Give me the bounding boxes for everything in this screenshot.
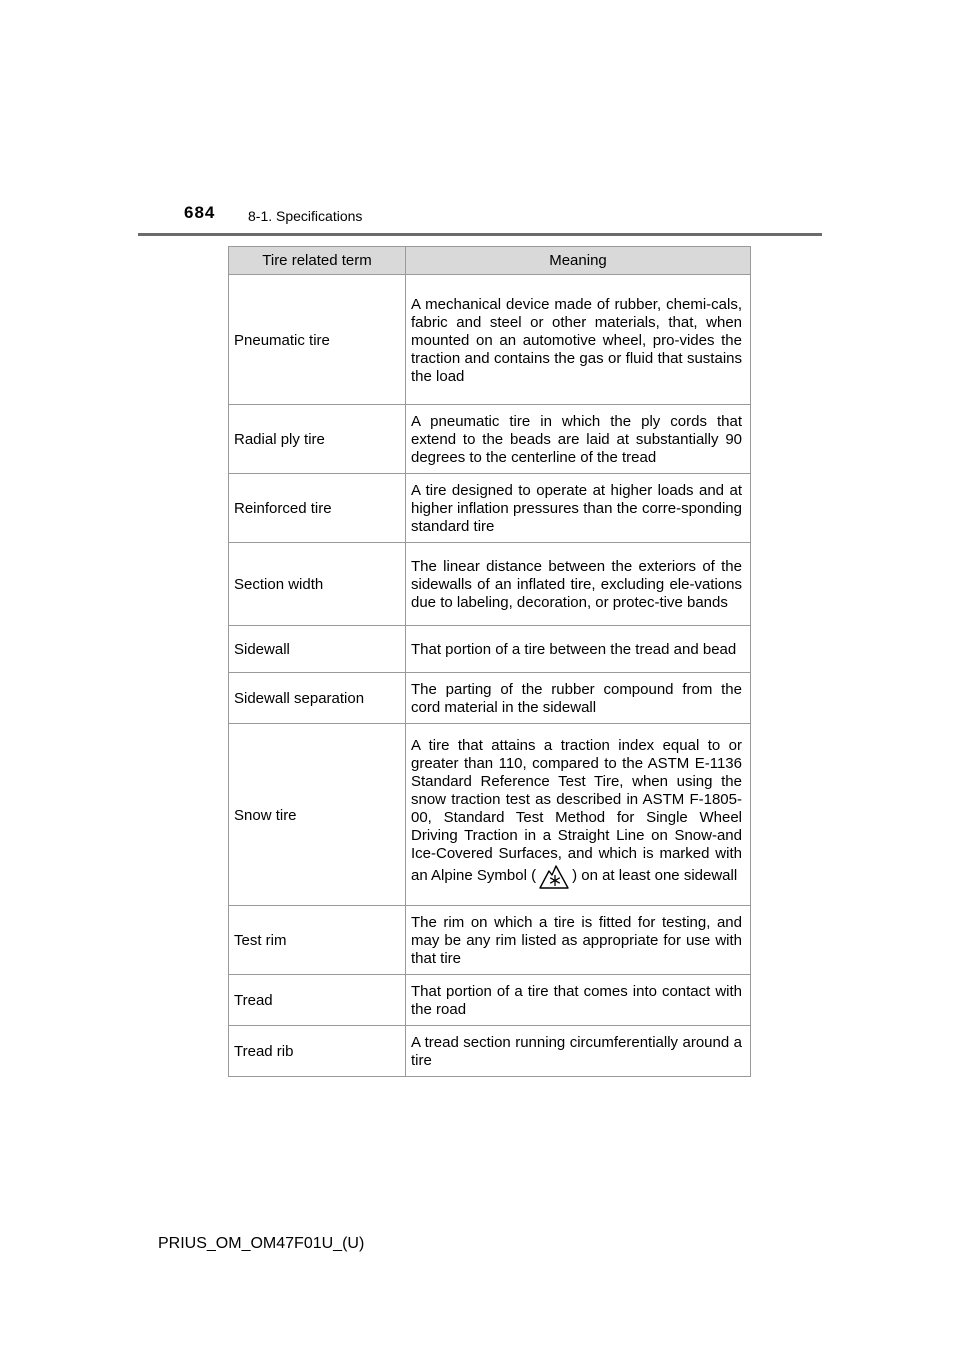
table-row: [229, 724, 751, 906]
section-title: 8-1. Specifications: [248, 208, 363, 224]
alpine-snowflake-icon: [539, 863, 569, 894]
header-divider: [138, 233, 822, 236]
meaning-cell: A tire designed to operate at higher loads and at higher inflation pressures than the corre-sponding standard tire: [406, 474, 751, 543]
term-cell: Tread rib: [229, 1026, 406, 1077]
table-row: [229, 405, 751, 474]
meaning-cell: A pneumatic tire in which the ply cords that extend to the beads are laid at substantially 90 degrees to the centerline of the tread: [406, 405, 751, 474]
term-cell: Tread: [229, 975, 406, 1026]
term-cell: Pneumatic tire: [229, 275, 406, 405]
table-row: [229, 474, 751, 543]
table-row: [229, 626, 751, 673]
meaning-cell: That portion of a tire between the tread and bead: [406, 626, 751, 673]
table-row: [229, 543, 751, 626]
table-row: [229, 1026, 751, 1077]
term-cell: Sidewall separation: [229, 673, 406, 724]
snow-tire-meaning-text: A tire that attains a traction index equal to or greater than 110, compared to the ASTM E-1136 Standard Reference Test Tire, when using the snow traction test as described in ASTM F-1805-00, Standard Test Method for Single Wheel Driving Traction in a Straight Line on Snow-and Ice-Covered Surfaces, and which is marked with an Alpine Symbol (: [411, 737, 742, 884]
meaning-cell: That portion of a tire that comes into contact with the road: [406, 975, 751, 1026]
meaning-cell: [406, 724, 751, 906]
document-id: PRIUS_OM_OM47F01U_(U): [158, 1235, 365, 1252]
snow-tire-meaning-text-end: ) on at least one sidewall: [572, 867, 738, 884]
meaning-cell: The linear distance between the exteriors of the sidewalls of an inflated tire, excluding ele-vations due to labeling, decoration, or protec-tive bands: [406, 543, 751, 626]
table-row: [229, 975, 751, 1026]
table-row: [229, 275, 751, 405]
page-number: 684: [184, 203, 216, 222]
term-cell: Snow tire: [229, 724, 406, 906]
meaning-cell: The parting of the rubber compound from the cord material in the sidewall: [406, 673, 751, 724]
table-header-row: [229, 247, 751, 275]
term-cell: Section width: [229, 543, 406, 626]
meaning-cell: The rim on which a tire is fitted for testing, and may be any rim listed as appropriate for use with that tire: [406, 906, 751, 975]
meaning-cell: A tread section running circumferentially around a tire: [406, 1026, 751, 1077]
column-header-term: Tire related term: [229, 247, 406, 275]
term-cell: Test rim: [229, 906, 406, 975]
term-cell: Sidewall: [229, 626, 406, 673]
table-row: [229, 673, 751, 724]
meaning-cell: A mechanical device made of rubber, chemi-cals, fabric and steel or other materials, that, when mounted on an automotive wheel, pro-vides the traction and contains the gas or fluid that sustains the load: [406, 275, 751, 405]
column-header-meaning: Meaning: [406, 247, 751, 275]
term-cell: Reinforced tire: [229, 474, 406, 543]
term-cell: Radial ply tire: [229, 405, 406, 474]
table-row: [229, 906, 751, 975]
tire-terms-table: [228, 246, 751, 1077]
